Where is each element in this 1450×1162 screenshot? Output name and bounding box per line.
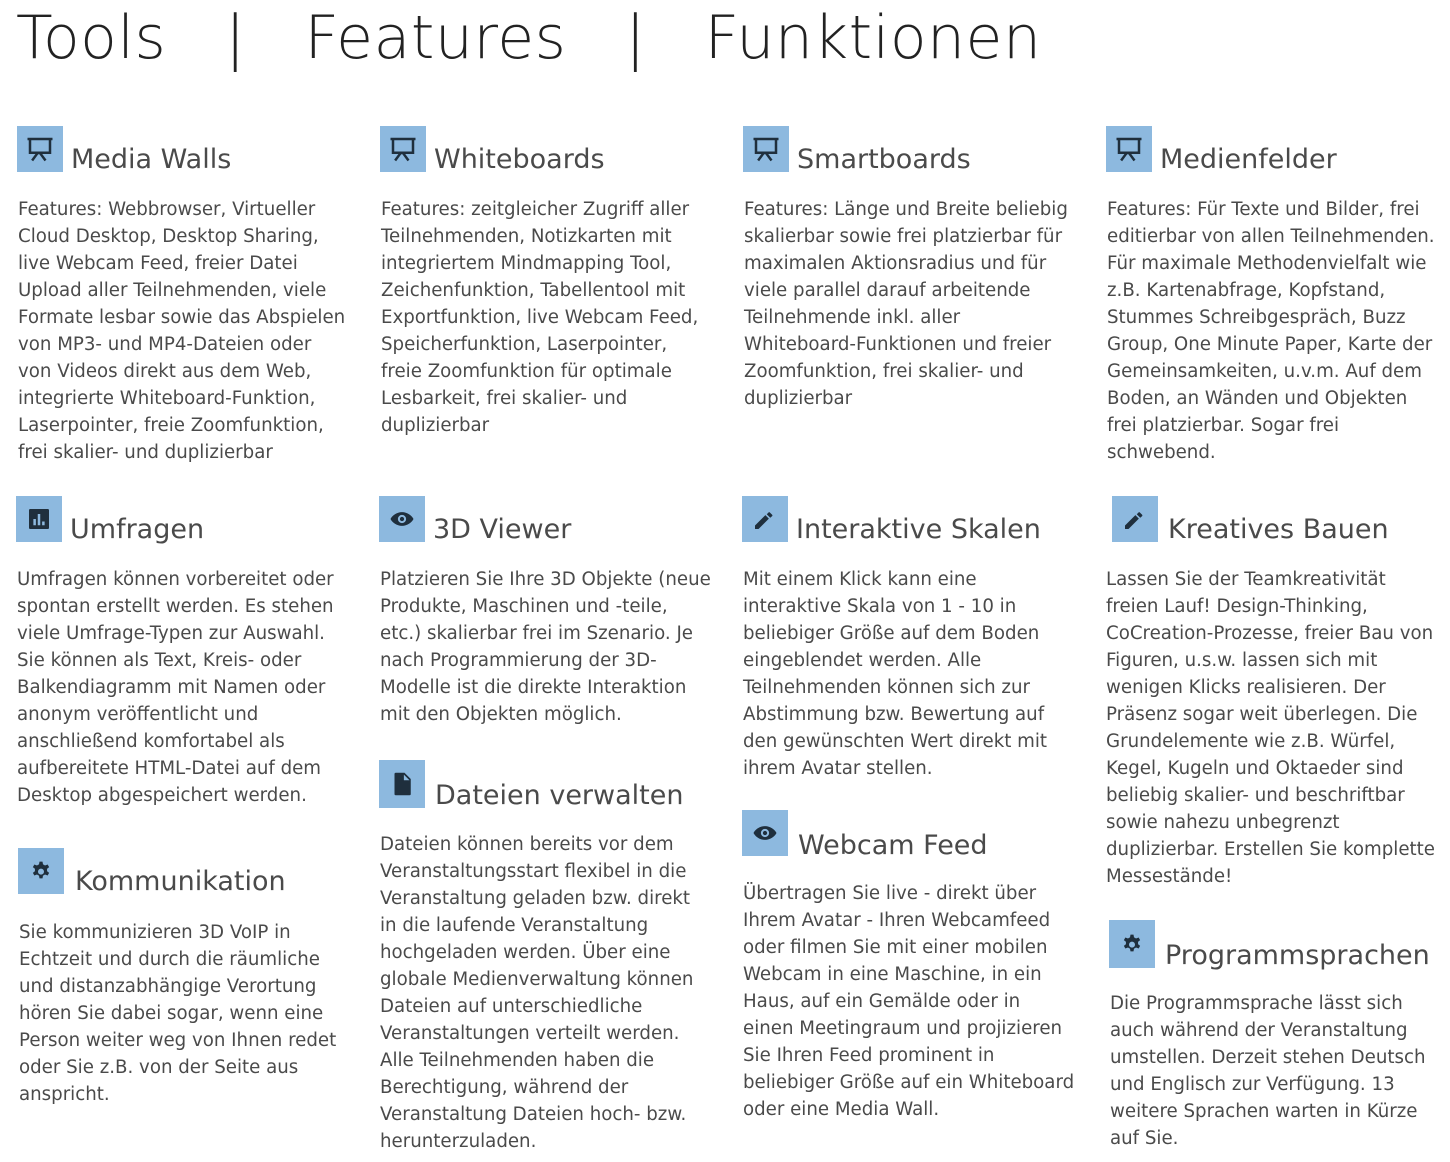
feature-dateien-verwalten <box>379 760 719 1155</box>
feature-title: 3D Viewer <box>433 514 572 545</box>
feature-title: Kommunikation <box>75 866 286 897</box>
feature-description: Platzieren Sie Ihre 3D Objekte (neue Produkte, Maschinen und -teile, etc.) skalierbar frei im Szenario. Je nach Programmierung der 3D-Modelle ist die direkte Interaktion mit den Objekten möglich. <box>380 569 711 725</box>
pencil-icon <box>742 496 788 542</box>
presentation-board-icon <box>17 126 63 172</box>
feature-description: Features: zeitgleicher Zugriff aller Teilnehmenden, Notizkarten mit integriertem Mindmapping Tool, Zeichenfunktion, Tabellentool mit Exportfunktion, live Webcam Feed, Speicherfunktion, Laserpointer, freie Zoomfunktion für optimale Lesbarkeit, frei skalier- und duplizierbar <box>381 199 699 436</box>
feature-description: Die Programmsprache lässt sich auch während der Veranstaltung umstellen. Derzeit stehen Deutsch und Englisch zur Verfügung. 13 weitere Sprachen warten in Kürze auf Sie. <box>1110 993 1426 1149</box>
feature-media-walls <box>17 126 357 466</box>
feature-programmsprachen <box>1109 920 1449 1152</box>
feature-description: Features: Webbrowser, Virtueller Cloud Desktop, Desktop Sharing, live Webcam Feed, freier Datei Upload aller Teilnehmenden, viele Formate lesbar sowie das Abspielen von MP3- und MP4-Dateien oder von Videos direkt aus dem Web, integrierte Whiteboard-Funktion, Laserpointer, freie Zoomfunktion, frei skalier- und duplizierbar <box>18 199 346 463</box>
presentation-board-icon <box>380 126 426 172</box>
eye-icon <box>742 810 788 856</box>
gear-icon <box>18 848 64 894</box>
feature-description: Features: Für Texte und Bilder, frei editierbar von allen Teilnehmenden. Für maximale Methodenvielfalt wie z.B. Kartenabfrage, Kopfstand, Stummes Schreibgespräch, Buzz Group, One Minute Paper, Karte der Gemeinsamkeiten, u.v.m. Auf dem Boden, an Wänden und Objekten frei platzierbar. Sogar frei schwebend. <box>1107 199 1435 463</box>
feature-medienfelder <box>1106 126 1446 466</box>
feature-title: Umfragen <box>70 514 205 545</box>
feature-webcam-feed <box>742 810 1082 1123</box>
gear-icon <box>1109 920 1155 968</box>
presentation-board-icon <box>743 126 789 172</box>
feature-3d-viewer <box>379 496 719 728</box>
feature-smartboards <box>743 126 1083 412</box>
eye-icon <box>379 496 425 542</box>
feature-description: Umfragen können vorbereitet oder spontan erstellt werden. Es stehen viele Umfrage-Typen zur Auswahl. Sie können als Text, Kreis- oder Balkendiagramm mit Namen oder anonym veröffentlicht und anschließend komfortabel als aufbereitete HTML-Datei auf dem Desktop abgespeichert werden. <box>17 569 334 806</box>
feature-title: Smartboards <box>797 144 971 175</box>
feature-umfragen <box>16 496 356 809</box>
feature-description: Features: Länge und Breite beliebig skalierbar sowie frei platzierbar für maximalen Aktionsradius und für viele parallel darauf arbeitende Teilnehmende inkl. aller Whiteboard-Funktionen und freier Zoomfunktion, frei skalier- und duplizierbar <box>744 199 1068 409</box>
feature-description: Lassen Sie der Teamkreativität freien Lauf! Design-Thinking, CoCreation-Prozesse, freier Bau von Figuren, u.s.w. lassen sich mit wenigen Klicks realisieren. Der Präsenz sogar weit überlegen. Die Grundelemente wie z.B. Würfel, Kegel, Kugeln und Oktaeder sind beliebig skalier- und beschriftbar sowie nahezu unbegrenzt duplizierbar. Erstellen Sie komplette Messestände! <box>1106 569 1435 887</box>
page-title: Tools | Features | Funktionen <box>16 3 1042 73</box>
feature-title: Kreatives Bauen <box>1168 514 1389 545</box>
feature-title: Webcam Feed <box>798 830 988 861</box>
feature-description: Dateien können bereits vor dem Veranstaltungsstart flexibel in die Veranstaltung geladen bzw. direkt in die laufende Veranstaltung hochgeladen werden. Über eine globale Medienverwaltung können Dateien auf unterschiedliche Veranstaltungen verteilt werden. Alle Teilnehmenden haben die Berechtigung, während der Veranstaltung Dateien hoch- bzw. herunterzuladen. <box>380 834 694 1152</box>
feature-kommunikation <box>18 848 358 1108</box>
feature-kreatives-bauen <box>1105 496 1445 890</box>
feature-title: Dateien verwalten <box>435 780 684 811</box>
feature-whiteboards <box>380 126 720 439</box>
pencil-icon <box>1112 496 1158 542</box>
feature-title: Interaktive Skalen <box>796 514 1041 545</box>
feature-title: Media Walls <box>71 144 232 175</box>
feature-description: Übertragen Sie live - direkt über Ihrem Avatar - Ihren Webcamfeed oder filmen Sie mit einer mobilen Webcam in eine Maschine, in ein Haus, auf ein Gemälde oder in einen Meetingraum und projizieren Sie Ihren Feed prominent in beliebiger Größe auf ein Whiteboard oder eine Media Wall. <box>743 883 1075 1120</box>
bar-chart-icon <box>16 496 62 542</box>
presentation-board-icon <box>1106 126 1152 172</box>
feature-description: Sie kommunizieren 3D VoIP in Echtzeit und durch die räumliche und distanzabhängige Verortung hören Sie dabei sogar, wenn eine Person weiter weg von Ihnen redet oder Sie z.B. von der Seite aus anspricht. <box>19 922 337 1105</box>
feature-title: Medienfelder <box>1160 144 1337 175</box>
document-icon <box>379 760 425 808</box>
feature-title: Programmsprachen <box>1165 940 1430 971</box>
feature-description: Mit einem Klick kann eine interaktive Skala von 1 - 10 in beliebiger Größe auf dem Boden eingeblendet werden. Alle Teilnehmenden können sich zur Abstimmung bzw. Bewertung auf den gewünschten Wert direkt mit ihrem Avatar stellen. <box>743 569 1048 779</box>
feature-title: Whiteboards <box>434 144 605 175</box>
feature-interaktive-skalen <box>742 496 1082 782</box>
